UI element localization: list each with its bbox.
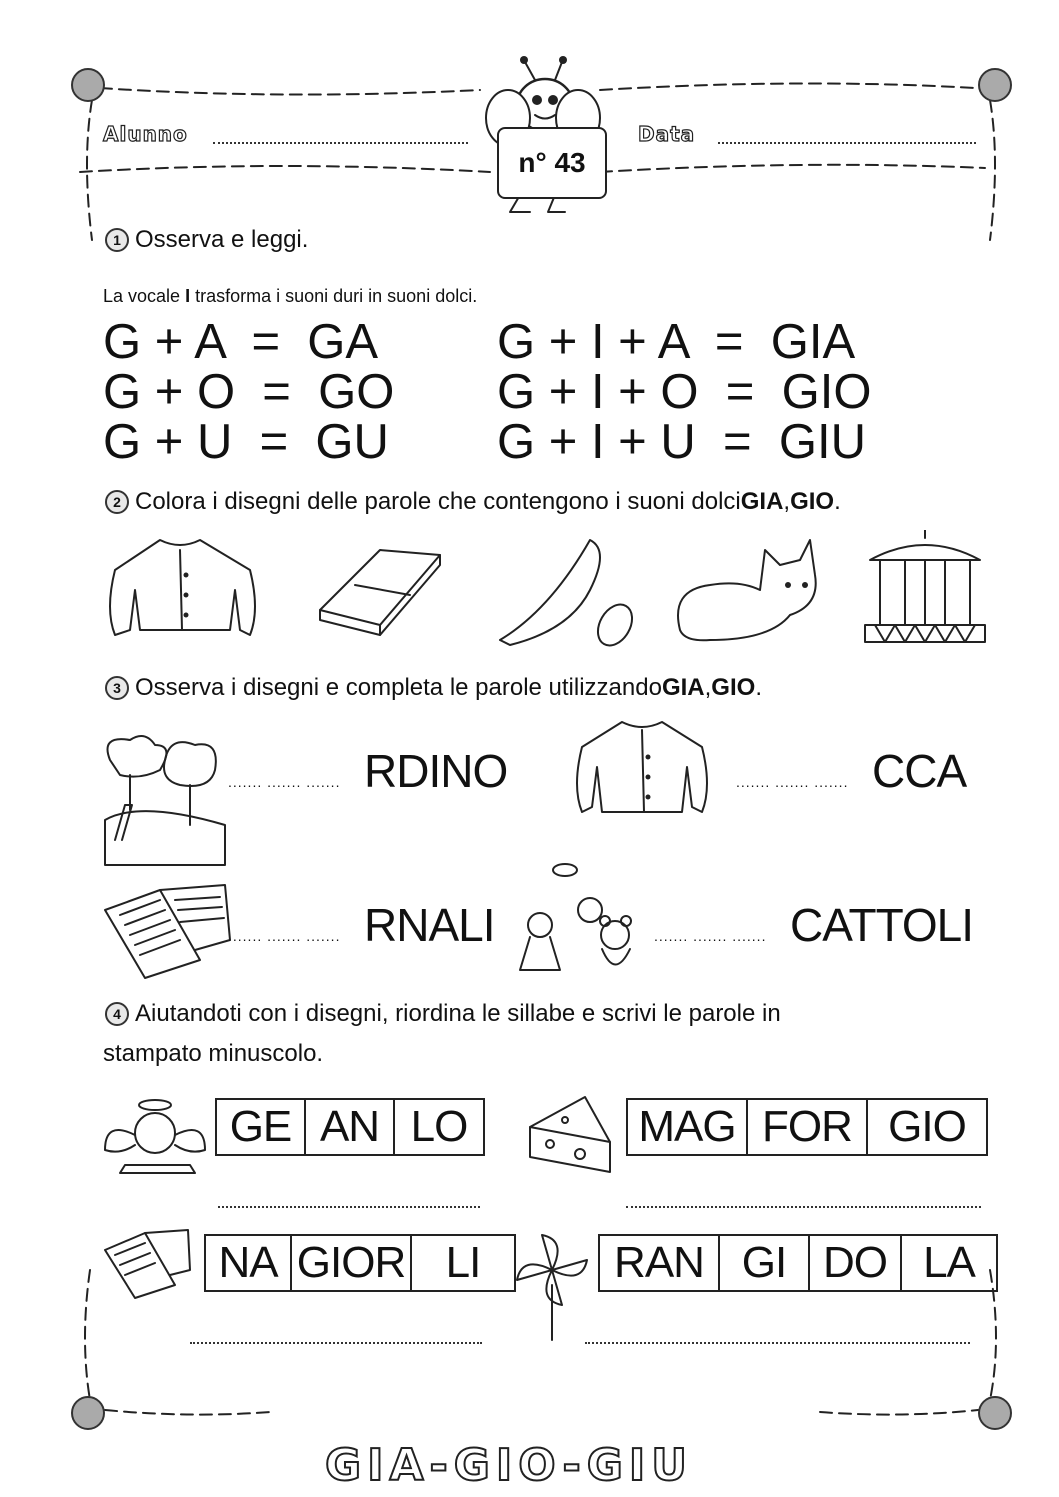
syllable: RAN xyxy=(600,1236,720,1290)
syllable-box-angelo xyxy=(215,1098,485,1156)
period: . xyxy=(755,674,762,701)
footer-title: GIA-GIO-GIU xyxy=(325,1440,693,1491)
eraser-icon[interactable] xyxy=(320,550,440,635)
answer-line-4[interactable] xyxy=(585,1342,970,1344)
answer-line-2[interactable] xyxy=(626,1206,981,1208)
syllable: FOR xyxy=(748,1100,868,1154)
sound-gio: GIO xyxy=(711,674,756,701)
sound-gia: GIA xyxy=(661,674,705,701)
cat-icon[interactable] xyxy=(678,540,816,640)
date-label: Data xyxy=(638,122,696,146)
rule-giu: G + I + U = GIU xyxy=(497,415,866,469)
exercise-3-number: 3 xyxy=(105,676,129,700)
pinwheel-icon xyxy=(512,1225,592,1345)
rule-ga: G + A = GA xyxy=(103,315,379,369)
cheese-icon xyxy=(525,1092,615,1177)
angel-icon xyxy=(100,1095,210,1175)
syllable: GI xyxy=(720,1236,810,1290)
syllable: LA xyxy=(923,1238,975,1287)
note-text-start: La vocale xyxy=(103,286,186,306)
date-line[interactable] xyxy=(718,142,976,144)
fill-blank-2[interactable]: ....... ....... ....... xyxy=(736,774,849,790)
syllable: AN xyxy=(306,1100,395,1154)
jacket-icon xyxy=(572,712,712,832)
exercise-3-text: Osserva i disegni e completa le parole utilizzando xyxy=(135,674,662,701)
fill-blank-1[interactable]: ....... ....... ....... xyxy=(228,774,341,790)
student-name-line[interactable] xyxy=(213,142,468,144)
newspapers-icon xyxy=(100,1225,192,1300)
exercise-4-text-line1: Aiutandoti con i disegni, riordina le sillabe e scrivi le parole in xyxy=(135,1000,781,1027)
syllable: DO xyxy=(810,1236,902,1290)
note-text-end: trasforma i suoni duri in suoni dolci. xyxy=(190,286,478,306)
fill-blank-4[interactable]: ....... ....... ....... xyxy=(654,928,767,944)
worksheet-number-badge: n° 43 xyxy=(497,127,607,199)
syllable: NA xyxy=(206,1236,292,1290)
toys-icon xyxy=(510,855,650,985)
word-rnali: RNALI xyxy=(364,899,495,951)
exercise-3-instruction xyxy=(105,674,762,702)
newspapers-icon xyxy=(100,880,235,980)
syllable-box-girandola xyxy=(598,1234,998,1292)
exercise-1-instruction xyxy=(105,226,308,254)
exercise-1-text: Osserva e leggi. xyxy=(135,226,309,253)
jacket-icon[interactable] xyxy=(110,540,255,635)
period: . xyxy=(834,488,841,515)
rule-gia: G + I + A = GIA xyxy=(497,315,856,369)
rule-gio: G + I + O = GIO xyxy=(497,365,872,419)
vowel-rule-note xyxy=(103,286,477,307)
exercise-4-instruction xyxy=(105,1000,781,1028)
exercise-1-number: 1 xyxy=(105,228,129,252)
exercise-2-instruction xyxy=(105,488,841,516)
syllable-box-formaggio xyxy=(626,1098,988,1156)
fill-blank-3[interactable]: ....... ....... ....... xyxy=(228,928,341,944)
syllable: GIO xyxy=(888,1102,966,1151)
answer-line-3[interactable] xyxy=(190,1342,482,1344)
exercise-2-pictures xyxy=(100,530,990,660)
rule-gu: G + U = GU xyxy=(103,415,389,469)
sep: , xyxy=(704,674,712,701)
student-label: Alunno xyxy=(103,122,188,146)
sep: , xyxy=(783,488,791,515)
syllable: GE xyxy=(217,1100,306,1154)
note-vowel: I xyxy=(185,286,191,306)
syllable-box-giornali xyxy=(204,1234,516,1292)
answer-line-1[interactable] xyxy=(218,1206,480,1208)
sound-gia: GIA xyxy=(740,488,784,515)
garden-icon xyxy=(100,730,230,870)
sound-gio: GIO xyxy=(790,488,835,515)
carousel-icon[interactable] xyxy=(865,530,985,642)
word-rdino: RDINO xyxy=(364,745,508,797)
exercise-4-text-line2: stampato minuscolo. xyxy=(103,1040,324,1067)
bean-icon[interactable] xyxy=(500,540,639,652)
word-cattoli: CATTOLI xyxy=(790,899,973,951)
exercise-2-number: 2 xyxy=(105,490,129,514)
syllable: MAG xyxy=(628,1100,748,1154)
syllable: GIOR xyxy=(292,1236,412,1290)
word-cca: CCA xyxy=(872,745,967,797)
syllable: LI xyxy=(445,1238,481,1287)
exercise-4-number: 4 xyxy=(105,1002,129,1026)
exercise-2-text: Colora i disegni delle parole che contengono i suoni dolci xyxy=(135,488,741,515)
rule-go: G + O = GO xyxy=(103,365,395,419)
syllable: LO xyxy=(410,1102,468,1151)
